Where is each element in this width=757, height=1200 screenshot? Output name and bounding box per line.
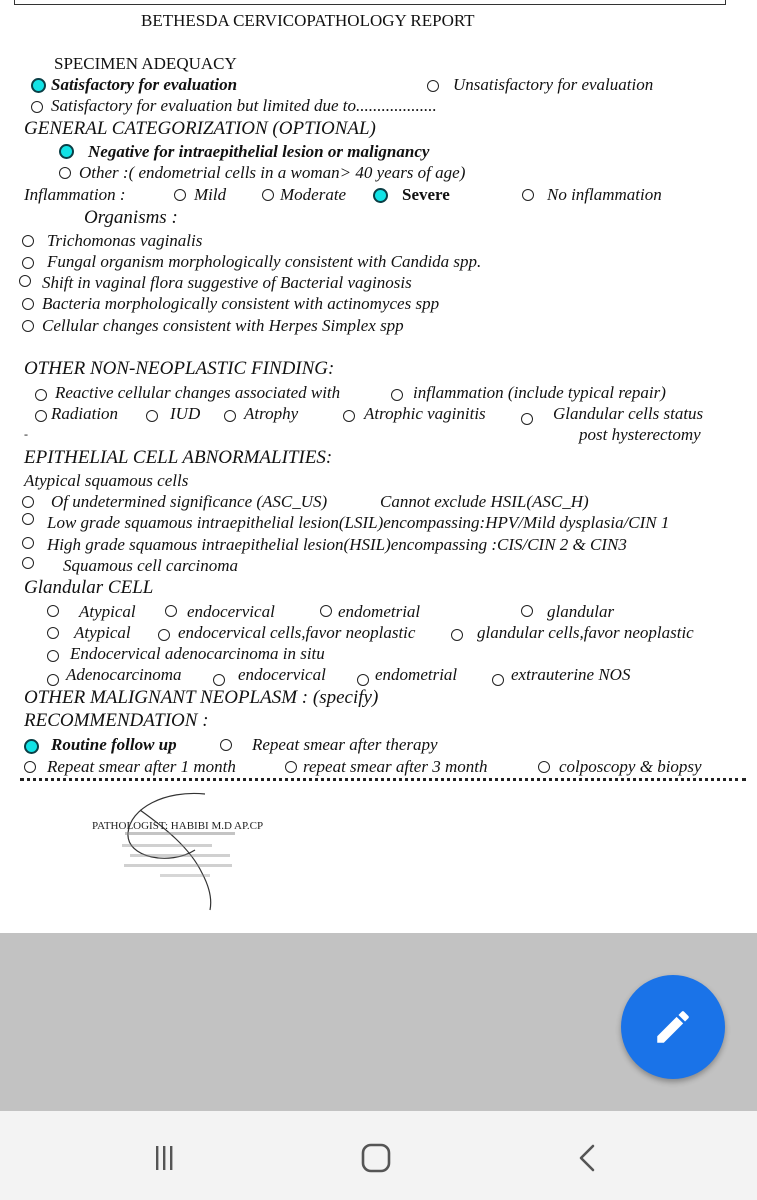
radio-organism-actinomyces[interactable] xyxy=(22,298,34,310)
radio-endocervical-1[interactable] xyxy=(165,605,177,617)
radio-asc-us[interactable] xyxy=(22,496,34,508)
post-hysterectomy-label: post hysterectomy xyxy=(579,425,701,444)
radio-satisfactory[interactable] xyxy=(31,78,46,93)
radio-atypical-2[interactable] xyxy=(47,627,59,639)
radio-adenocarcinoma-in-situ[interactable] xyxy=(47,650,59,662)
endometrial-2-label: endometrial xyxy=(375,665,458,684)
radio-inflammation-repair[interactable] xyxy=(391,389,403,401)
radio-endometrial-1[interactable] xyxy=(320,605,332,617)
asc-us-label: Of undetermined significance (ASC_US) xyxy=(51,492,328,511)
radio-iud[interactable] xyxy=(146,410,158,422)
radio-endocervical-2[interactable] xyxy=(213,674,225,686)
inflammation-label: Inflammation : xyxy=(24,185,126,204)
reactive-label: Reactive cellular changes associated with xyxy=(55,383,341,402)
recommendation-heading: RECOMMENDATION : xyxy=(24,710,209,731)
radio-organism-candida[interactable] xyxy=(22,257,34,269)
back-icon xyxy=(573,1143,603,1173)
radio-radiation[interactable] xyxy=(35,410,47,422)
satisfactory-label: Satisfactory for evaluation xyxy=(51,75,238,94)
radio-extrauterine[interactable] xyxy=(492,674,504,686)
radio-hsil[interactable] xyxy=(22,537,34,549)
limited-label: Satisfactory for evaluation but limited due to................... xyxy=(51,96,437,115)
radio-routine-follow-up[interactable] xyxy=(24,739,39,754)
organisms-heading: Organisms : xyxy=(84,207,178,228)
endometrial-1-label: endometrial xyxy=(338,602,421,621)
organism-item: Fungal organism morphologically consistent with Candida spp. xyxy=(47,252,482,271)
radio-glandular-status[interactable] xyxy=(521,413,533,425)
radio-repeat-1-month[interactable] xyxy=(24,761,36,773)
recent-apps-button[interactable] xyxy=(144,1138,184,1178)
hsil-label: High grade squamous intraepithelial lesion(HSIL)encompassing :CIS/CIN 2 & CIN3 xyxy=(47,535,627,554)
radio-limited[interactable] xyxy=(31,101,43,113)
radio-adenocarcinoma[interactable] xyxy=(47,674,59,686)
dash-mark: - xyxy=(24,427,28,441)
glandular-heading: Glandular CELL xyxy=(24,577,154,598)
mild-label: Mild xyxy=(194,185,227,204)
colposcopy-label: colposcopy & biopsy xyxy=(559,757,702,776)
atrophy-label: Atrophy xyxy=(244,404,299,423)
home-icon xyxy=(359,1141,393,1175)
moderate-label: Moderate xyxy=(280,185,347,204)
general-categorization-heading: GENERAL CATEGORIZATION (OPTIONAL) xyxy=(24,118,376,139)
radio-reactive[interactable] xyxy=(35,389,47,401)
no-inflammation-label: No inflammation xyxy=(547,185,662,204)
signature-stamp-icon xyxy=(110,788,250,913)
adenocarcinoma-label: Adenocarcinoma xyxy=(66,665,182,684)
atypical-1-label: Atypical xyxy=(79,602,136,621)
atrophic-vaginitis-label: Atrophic vaginitis xyxy=(364,404,486,423)
organism-item: Shift in vaginal flora suggestive of Bacterial vaginosis xyxy=(42,273,412,292)
radio-moderate[interactable] xyxy=(262,189,274,201)
recent-apps-icon xyxy=(149,1143,179,1173)
atypical-squamous-label: Atypical squamous cells xyxy=(24,471,189,490)
organism-item: Cellular changes consistent with Herpes Simplex spp xyxy=(42,316,404,335)
radio-severe[interactable] xyxy=(373,188,388,203)
other-endometrial-label: Other :( endometrial cells in a woman> 40 years of age) xyxy=(79,163,466,182)
radio-glandular-1[interactable] xyxy=(521,605,533,617)
dotted-separator xyxy=(20,778,746,781)
inflammation-repair-label: inflammation (include typical repair) xyxy=(413,383,666,402)
non-neoplastic-heading: OTHER NON-NEOPLASTIC FINDING: xyxy=(24,358,335,379)
radio-atrophy[interactable] xyxy=(224,410,236,422)
radio-organism-trichomonas[interactable] xyxy=(22,235,34,247)
radio-mild[interactable] xyxy=(174,189,186,201)
repeat-3-month-label: repeat smear after 3 month xyxy=(303,757,488,776)
repeat-1-month-label: Repeat smear after 1 month xyxy=(47,757,236,776)
radio-other-endometrial[interactable] xyxy=(59,167,71,179)
radio-repeat-3-month[interactable] xyxy=(285,761,297,773)
edit-fab-button[interactable] xyxy=(621,975,725,1079)
atypical-2-label: Atypical xyxy=(74,623,131,642)
endocervical-neoplastic-label: endocervical cells,favor neoplastic xyxy=(178,623,416,642)
pencil-icon xyxy=(652,1006,694,1048)
home-button[interactable] xyxy=(356,1138,396,1178)
severe-label: Severe xyxy=(402,185,450,204)
radio-endometrial-2[interactable] xyxy=(357,674,369,686)
radio-atypical-1[interactable] xyxy=(47,605,59,617)
radio-unsatisfactory[interactable] xyxy=(427,80,439,92)
frame-top-border xyxy=(14,4,726,5)
radio-atrophic-vaginitis[interactable] xyxy=(343,410,355,422)
radio-colposcopy[interactable] xyxy=(538,761,550,773)
endocervical-2-label: endocervical xyxy=(238,665,326,684)
radio-scc[interactable] xyxy=(22,557,34,569)
back-button[interactable] xyxy=(568,1138,608,1178)
radio-lsil[interactable] xyxy=(22,513,34,525)
endocervical-1-label: endocervical xyxy=(187,602,275,621)
lsil-label: Low grade squamous intraepithelial lesion(LSIL)encompassing:HPV/Mild dysplasia/CIN 1 xyxy=(47,513,670,532)
iud-label: IUD xyxy=(170,404,201,423)
report-title: BETHESDA CERVICOPATHOLOGY REPORT xyxy=(141,11,475,30)
radiation-label: Radiation xyxy=(51,404,119,423)
unsatisfactory-label: Unsatisfactory for evaluation xyxy=(453,75,654,94)
organism-item: Bacteria morphologically consistent with actinomyces spp xyxy=(42,294,440,313)
other-malignant-heading: OTHER MALIGNANT NEOPLASM : (specify) xyxy=(24,687,379,708)
pathologist-label: PATHOLOGIST: HABIBI M.D AP.CP xyxy=(92,820,264,832)
radio-glandular-neoplastic[interactable] xyxy=(451,629,463,641)
negative-label: Negative for intraepithelial lesion or malignancy xyxy=(88,142,430,161)
scc-label: Squamous cell carcinoma xyxy=(63,556,239,575)
glandular-1-label: glandular xyxy=(547,602,615,621)
extrauterine-label: extrauterine NOS xyxy=(511,665,631,684)
routine-follow-up-label: Routine follow up xyxy=(51,735,177,754)
organism-item: Trichomonas vaginalis xyxy=(47,231,203,250)
radio-no-inflammation[interactable] xyxy=(522,189,534,201)
radio-organism-herpes[interactable] xyxy=(22,320,34,332)
glandular-status-label: Glandular cells status xyxy=(553,404,704,423)
radio-endocervical-neoplastic[interactable] xyxy=(158,629,170,641)
epithelial-heading: EPITHELIAL CELL ABNORMALITIES: xyxy=(24,447,333,468)
radio-negative[interactable] xyxy=(59,144,74,159)
adenocarcinoma-in-situ-label: Endocervical adenocarcinoma in situ xyxy=(70,644,325,663)
asc-h-label: Cannot exclude HSIL(ASC_H) xyxy=(380,492,589,511)
glandular-neoplastic-label: glandular cells,favor neoplastic xyxy=(477,623,694,642)
repeat-after-therapy-label: Repeat smear after therapy xyxy=(252,735,438,754)
specimen-adequacy-heading: SPECIMEN ADEQUACY xyxy=(54,54,237,73)
radio-repeat-after-therapy[interactable] xyxy=(220,739,232,751)
radio-organism-bacterial-vaginosis[interactable] xyxy=(19,275,31,287)
